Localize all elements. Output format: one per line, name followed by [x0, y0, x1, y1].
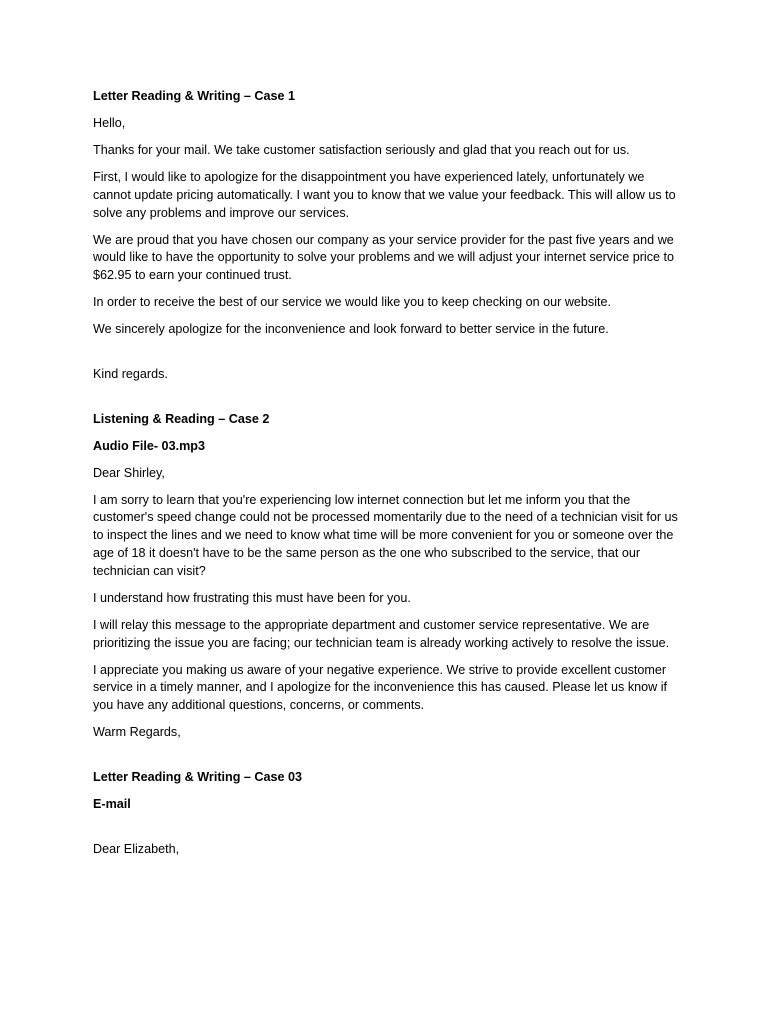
case2-paragraph-3: I will relay this message to the appropriate department and customer service representative. We are prioritizing the issue you are facing; our technician team is already working actively to resolve the issue.: [93, 617, 670, 650]
case1-greeting: Hello,: [93, 115, 126, 130]
document-page: [93, 88, 683, 868]
case1-paragraph-2: First, I would like to apologize for the disappointment you have experienced lately, unfortunately we cannot update pricing automatically. I want you to know that we value your feedback. This will allow us to solve any problems and improve our services.: [93, 169, 676, 220]
case1-paragraph-3: We are proud that you have chosen our company as your service provider for the past five years and we would like to have the opportunity to solve your problems and we will adjust your internet service price to $62.95 to earn your continued trust.: [93, 232, 675, 283]
case2-subheading: Audio File- 03.mp3: [93, 438, 205, 453]
case2-paragraph-1: I am sorry to learn that you're experiencing low internet connection but let me inform you that the customer's speed change could not be processed momentarily due to the need of a technician visit for us to inspect the lines and we need to know what time will be more convenient for you or someone over the age of 18 it doesn't have to be the same person as the one who subscribed to the service, that our technician can visit?: [93, 492, 678, 578]
case1-paragraph-4: In order to receive the best of our service we would like you to keep checking on our website.: [93, 295, 612, 310]
case3-heading: Letter Reading & Writing – Case 03: [93, 769, 303, 784]
case2-greeting: Dear Shirley,: [93, 465, 165, 480]
case3-greeting: Dear Elizabeth,: [93, 841, 180, 856]
case1-paragraph-1: Thanks for your mail. We take customer satisfaction seriously and glad that you reach out for us.: [93, 142, 630, 157]
case2-heading: Listening & Reading – Case 2: [93, 411, 270, 426]
case2-paragraph-4: I appreciate you making us aware of your negative experience. We strive to provide excellent customer service in a timely manner, and I apologize for the inconvenience this has caused. Please let us know if you have any additional questions, concerns, or comments.: [93, 662, 668, 713]
case2-paragraph-2: I understand how frustrating this must have been for you.: [93, 590, 411, 605]
case3-subheading: E-mail: [93, 796, 131, 811]
case1-closing: Kind regards.: [93, 366, 168, 381]
case1-heading: Letter Reading & Writing – Case 1: [93, 89, 296, 103]
case1-paragraph-5: We sincerely apologize for the inconvenience and look forward to better service in the future.: [93, 322, 609, 337]
case2-closing: Warm Regards,: [93, 725, 181, 740]
